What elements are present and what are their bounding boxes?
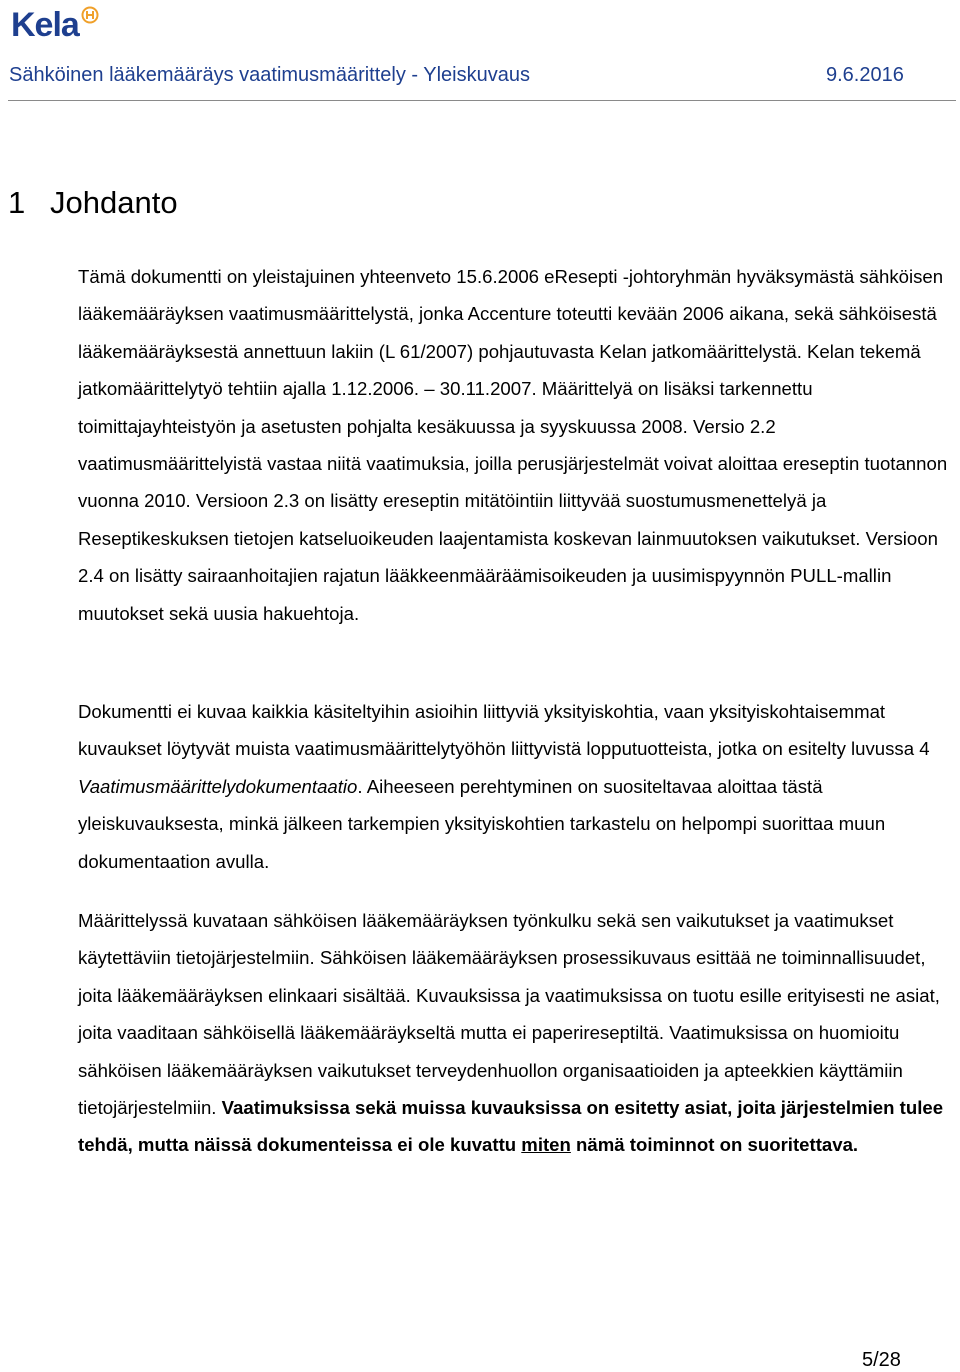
document-title: Sähköinen lääkemääräys vaatimusmäärittely - Yleiskuvaus (9, 64, 530, 86)
page-number: 5/28 (862, 1349, 901, 1371)
logo-text: Kela (11, 6, 79, 44)
kela-logo (11, 4, 101, 46)
section-title: Johdanto (50, 185, 178, 220)
emphasis-underlined-word: miten (521, 1134, 571, 1156)
header-divider (8, 100, 956, 101)
document-date: 9.6.2016 (826, 64, 904, 86)
section-number: 1 (8, 185, 26, 220)
logo-mark-icon (81, 6, 99, 24)
section-heading (8, 184, 178, 222)
paragraph-intro: Tämä dokumentti on yleistajuinen yhteenveto 15.6.2006 eResepti -johtoryhmän hyväksymästä sähköisen lääkemääräyksen vaatimusmäärittelystä, jonka Accenture toteutti kevään 2006 aikana, sekä sähköisestä lääkemääräyksestä annettuun lakiin (L 61/2007) pohjautuvasta Kelan jatkomäärittelystä. Kelan tekemä jatkomäärittelytyö tehtiin ajalla 1.12.2006. – 30.11.2007. Määrittelyä on lisäksi tarkennettu toimittajayhteistyön ja asetusten pohjalta kesäkuussa ja syyskuussa 2008. Versio 2.2 vaatimusmäärittelyistä vastaa niitä vaatimuksia, joilla perusjärjestelmät voivat aloittaa ereseptin tuotannon vuonna 2010. Versioon 2.3 on lisätty ereseptin mitätöintiin liittyvää suostumusmenettelyä ja Reseptikeskuksen tietojen katseluoikeuden laajentamista koskevan lainmuutoksen vaikutukset. Versioon 2.4 on lisätty sairaanhoitajien rajatun lääkkeenmääräämisoikeuden ja uusimispyynnön PULL-mallin muutokset sekä uusia hakuehtoja. (78, 266, 948, 624)
paragraph-definition-text: Määrittelyssä kuvataan sähköisen lääkemääräyksen työnkulku sekä sen vaikutukset ja vaatimukset käytettäviin tietojärjestelmiin. Sähköisen lääkemääräyksen prosessikuvaus esittää ne toiminnallisuudet, joita lääkemääräyksen elinkaari sisältää. Kuvauksissa ja vaatimuksissa on tuotu esille erityisesti ne asiat, joita vaaditaan sähköisellä lääkemääräykseltä mutta ei paperireseptiltä. Vaatimuksissa on huomioitu sähköisen lääkemääräyksen vaikutukset terveydenhuollon organisaatioiden ja apteekkien käyttämiin tietojärjestelmiin. (78, 910, 940, 1119)
document-reference: Vaatimusmäärittelydokumentaatio (78, 775, 358, 797)
emphasis-text-2: nämä toiminnot on suoritettava. (570, 1134, 859, 1156)
emphasis-text-1: Vaatimuksissa sekä muissa kuvauksissa on esitetty asiat, joita järjestelmien tulee tehdä, mutta näissä dokumenteissa ei ole kuvattu (78, 1097, 944, 1156)
paragraph-definition (78, 902, 948, 1164)
paragraph-scope (78, 693, 948, 880)
paragraph-scope-text-2: . Aiheeseen perehtyminen on suositeltavaa aloittaa tästä yleiskuvauksesta, minkä jälkeen tarkempien yksityiskohtien tarkastelu on helpompi suorittaa muun dokumentaation avulla. (78, 775, 886, 872)
paragraph-scope-text-1: Dokumentti ei kuvaa kaikkia käsiteltyihin asioihin liittyviä yksityiskohtia, vaan yksityiskohtaisemmat kuvaukset löytyvät muista vaatimusmäärittelytyöhön liittyvistä lopputuotteista, jotka on esitelty luvussa 4 (78, 701, 930, 760)
